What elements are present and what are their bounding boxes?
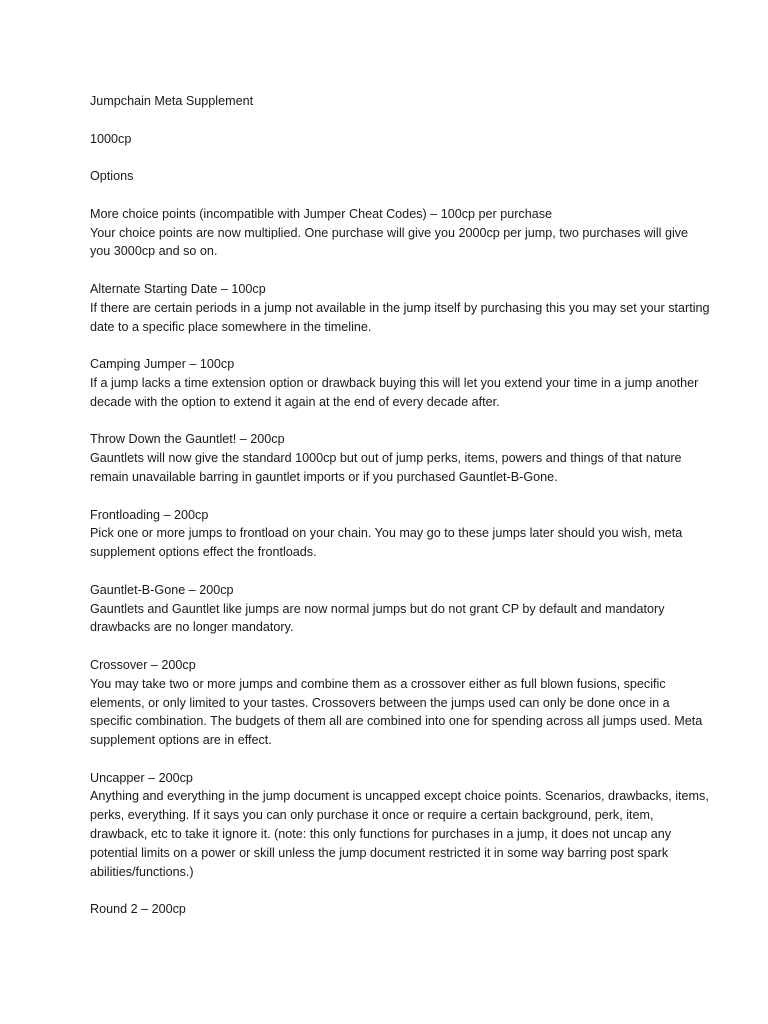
option-heading: Uncapper – 200cp	[90, 770, 193, 785]
option-heading: Alternate Starting Date – 100cp	[90, 281, 266, 296]
option-description: Pick one or more jumps to frontload on your chain. You may go to these jumps later should you wish, meta supplement options effect the frontloads.	[90, 526, 683, 560]
option-throw-down-the-gauntlet	[90, 430, 710, 486]
option-description: You may take two or more jumps and combine them as a crossover either as full blown fusions, specific elements, or only limited to your tastes. Crossovers between the jumps used can only be done once in a specific combination. The budgets of them all are combined into one for spending across all jumps used. Meta supplement options are in effect.	[90, 676, 703, 748]
option-description: If there are certain periods in a jump not available in the jump itself by purchasing this you may set your starting date to a specific place somewhere in the timeline.	[90, 300, 710, 334]
option-gauntlet-b-gone	[90, 581, 710, 637]
option-more-choice-points	[90, 205, 710, 261]
option-uncapper	[90, 769, 710, 882]
budget-line: 1000cp	[90, 131, 132, 146]
option-description: Gauntlets and Gauntlet like jumps are now normal jumps but do not grant CP by default and mandatory drawbacks are no longer mandatory.	[90, 601, 665, 635]
option-description: Anything and everything in the jump document is uncapped except choice points. Scenarios, drawbacks, items, perks, everything. If it says you can only purchase it once or require a certain background, perk, item, drawback, etc to take it ignore it. (note: this only functions for purchases in a jump, it does not uncap any potential limits on a power or skill unless the jump document restricted it in some way barring post spark abilities/functions.)	[90, 789, 709, 879]
option-heading: Gauntlet-B-Gone – 200cp	[90, 582, 234, 597]
option-camping-jumper	[90, 355, 710, 411]
option-heading: Throw Down the Gauntlet! – 200cp	[90, 432, 285, 447]
option-heading: More choice points (incompatible with Jumper Cheat Codes) – 100cp per purchase	[90, 206, 553, 221]
option-heading: Crossover – 200cp	[90, 657, 196, 672]
options-heading: Options	[90, 169, 134, 184]
option-description: Gauntlets will now give the standard 1000cp but out of jump perks, items, powers and things of that nature remain unavailable barring in gauntlet imports or if you purchased Gauntlet-B-Gone.	[90, 451, 682, 484]
option-heading: Frontloading – 200cp	[90, 507, 209, 522]
option-heading: Round 2 – 200cp	[90, 902, 186, 917]
option-round-2	[90, 900, 710, 919]
option-frontloading	[90, 506, 710, 562]
option-heading: Camping Jumper – 100cp	[90, 357, 235, 372]
document-page	[90, 92, 710, 938]
document-title: Jumpchain Meta Supplement	[90, 94, 254, 108]
option-description: Your choice points are now multiplied. One purchase will give you 2000cp per jump, two purchases will give you 3000cp and so on.	[90, 225, 689, 259]
option-crossover	[90, 656, 710, 750]
option-alternate-starting-date	[90, 280, 710, 336]
option-description: If a jump lacks a time extension option or drawback buying this will let you extend your time in a jump another decade with the option to extend it again at the end of every decade after.	[90, 375, 699, 409]
